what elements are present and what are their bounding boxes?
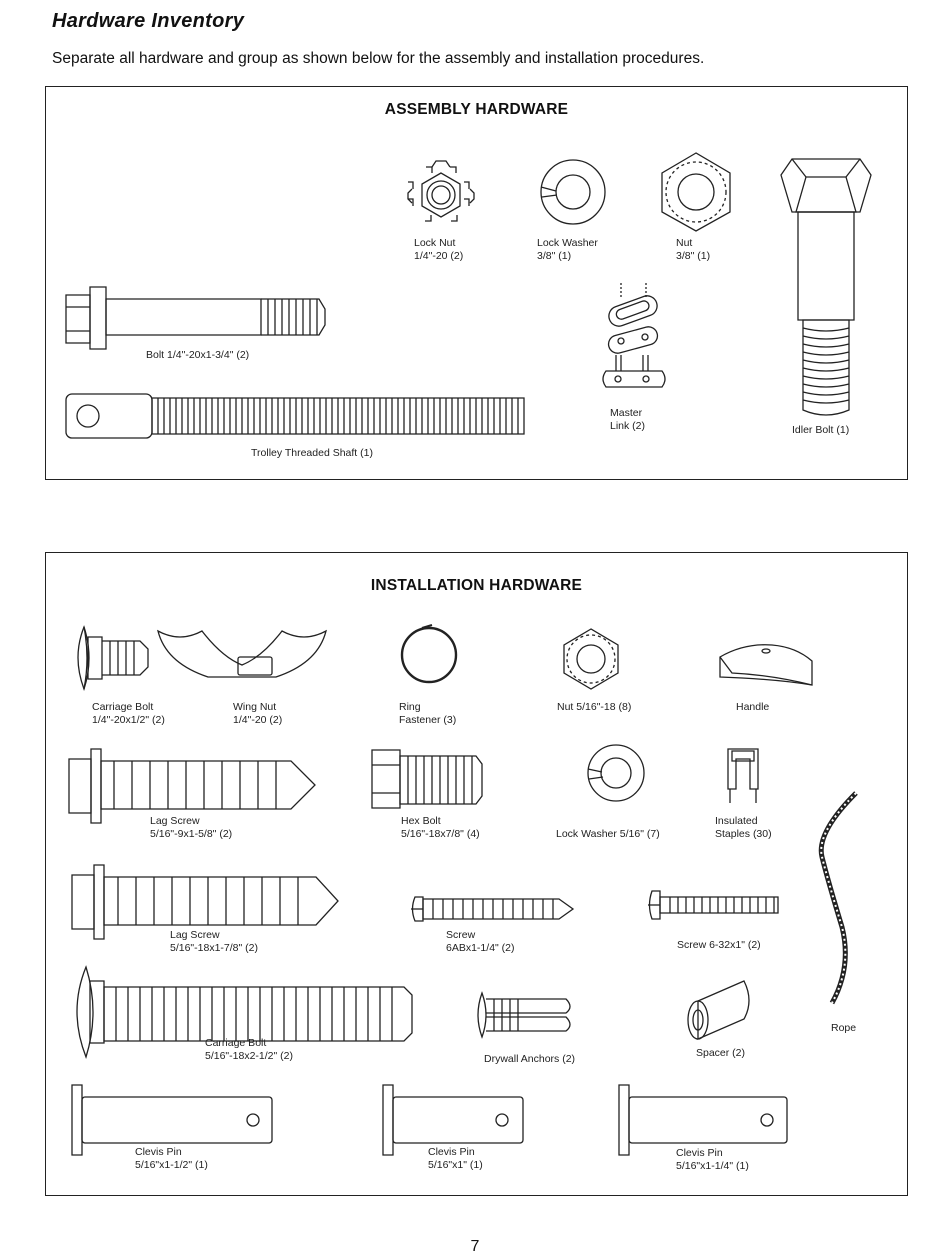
page-title: Hardware Inventory [52, 10, 245, 32]
lock-washer-spec: 3/8" (1) [537, 250, 572, 262]
bolt-illustration [66, 287, 325, 349]
wing-nut-illustration [158, 631, 326, 677]
clevis-pin-2-spec: 5/16"x1" (1) [428, 1159, 483, 1171]
installation-hardware-panel [45, 552, 908, 1196]
wing-nut-label [233, 701, 282, 727]
spacer-illustration [688, 981, 749, 1039]
screw-632-label: Screw 6-32x1" (2) [677, 939, 761, 951]
clevis-pin-2-label [428, 1146, 483, 1172]
idler-bolt-label: Idler Bolt (1) [792, 424, 850, 436]
clevis-pin-1-label [135, 1146, 208, 1172]
lag-screw-2-spec: 5/16"-18x1-7/8" (2) [170, 942, 258, 954]
rope-label: Rope [831, 1022, 857, 1034]
nut-illustration [662, 153, 730, 231]
assembly-illustrations [46, 87, 906, 479]
spacer-label: Spacer (2) [696, 1047, 746, 1059]
carriage-bolt-small-illustration [78, 627, 148, 689]
assembly-hardware-panel [45, 86, 908, 480]
ring-fastener-name: Ring [399, 701, 421, 713]
carriage-bolt-small-name: Carriage Bolt [92, 701, 154, 713]
clevis-pin-1-name: Clevis Pin [135, 1146, 182, 1158]
master-link-spec: Link (2) [610, 420, 646, 432]
lag-screw-2-label [170, 929, 258, 955]
lag-screw-1-name: Lag Screw [150, 815, 200, 827]
clevis-pin-3-illustration [619, 1085, 787, 1155]
insulated-staples-name: Insulated [715, 815, 758, 827]
master-link-label [610, 407, 645, 433]
bolt-label: Bolt 1/4"-20x1-3/4" (2) [146, 349, 250, 361]
hex-bolt-illustration [372, 750, 482, 808]
page-number: 7 [470, 1238, 480, 1255]
handle-illustration [720, 645, 812, 685]
lag-screw-1-illustration [69, 749, 315, 823]
clevis-pin-3-label [676, 1147, 749, 1173]
nut-516-label: Nut 5/16"-18 (8) [557, 701, 632, 713]
ring-fastener-label [399, 701, 456, 727]
installation-heading: INSTALLATION HARDWARE [370, 577, 583, 594]
insulated-staples-label [715, 815, 772, 841]
wing-nut-name: Wing Nut [233, 701, 277, 713]
insulated-staples-spec: Staples (30) [715, 828, 772, 840]
lag-screw-1-label [150, 815, 232, 841]
insulated-staples-illustration [728, 749, 758, 803]
idler-bolt-illustration [781, 159, 871, 415]
lock-washer-illustration [541, 160, 605, 224]
drywall-anchors-illustration [478, 993, 570, 1037]
screw-6abx-spec: 6ABx1-1/4" (2) [446, 942, 515, 954]
lag-screw-1-spec: 5/16"-9x1-5/8" (2) [150, 828, 233, 840]
clevis-pin-3-spec: 5/16"x1-1/4" (1) [676, 1160, 749, 1172]
lock-washer-516-label: Lock Washer 5/16" (7) [556, 828, 660, 840]
nut-label [676, 237, 710, 263]
lock-washer-label [537, 237, 598, 263]
carriage-bolt-large-spec: 5/16"-18x2-1/2" (2) [205, 1050, 293, 1062]
lock-washer-name: Lock Washer [537, 237, 598, 249]
hex-bolt-spec: 5/16"-18x7/8" (4) [401, 828, 480, 840]
intro-text: Separate all hardware and group as shown below for the assembly and installation procedures. [52, 50, 705, 67]
master-link-name: Master [610, 407, 643, 419]
hex-bolt-name: Hex Bolt [401, 815, 441, 827]
screw-632-illustration [648, 891, 778, 919]
ring-fastener-illustration [402, 625, 456, 682]
clevis-pin-1-spec: 5/16"x1-1/2" (1) [135, 1159, 208, 1171]
master-link-illustration [603, 283, 665, 387]
drywall-anchors-label: Drywall Anchors (2) [484, 1053, 576, 1065]
clevis-pin-2-illustration [383, 1085, 523, 1155]
lock-nut-spec: 1/4"-20 (2) [414, 250, 464, 262]
trolley-shaft-label: Trolley Threaded Shaft (1) [251, 447, 373, 459]
lock-washer-516-illustration [588, 745, 644, 801]
lock-nut-illustration [408, 161, 474, 221]
lag-screw-2-name: Lag Screw [170, 929, 220, 941]
wing-nut-spec: 1/4"-20 (2) [233, 714, 283, 726]
handle-label: Handle [736, 701, 770, 713]
rope-illustration [821, 793, 856, 1003]
screw-6abx-illustration [411, 897, 573, 921]
installation-illustrations [46, 553, 906, 1195]
hex-bolt-label [401, 815, 480, 841]
nut-spec: 3/8" (1) [676, 250, 711, 262]
ring-fastener-spec: Fastener (3) [399, 714, 457, 726]
carriage-bolt-small-spec: 1/4"-20x1/2" (2) [92, 714, 165, 726]
lock-nut-name: Lock Nut [414, 237, 456, 249]
clevis-pin-2-name: Clevis Pin [428, 1146, 475, 1158]
screw-6abx-label [446, 929, 515, 955]
carriage-bolt-large-label [205, 1037, 293, 1063]
carriage-bolt-large-name: Carriage Bolt [205, 1037, 267, 1049]
clevis-pin-3-name: Clevis Pin [676, 1147, 723, 1159]
lock-nut-label [414, 237, 463, 263]
screw-6abx-name: Screw [446, 929, 476, 941]
nut-name: Nut [676, 237, 693, 249]
clevis-pin-1-illustration [72, 1085, 272, 1155]
nut-516-illustration [564, 629, 618, 689]
assembly-heading: ASSEMBLY HARDWARE [384, 101, 569, 118]
lag-screw-2-illustration [72, 865, 338, 939]
carriage-bolt-small-label [92, 701, 165, 727]
trolley-shaft-illustration [66, 394, 524, 438]
